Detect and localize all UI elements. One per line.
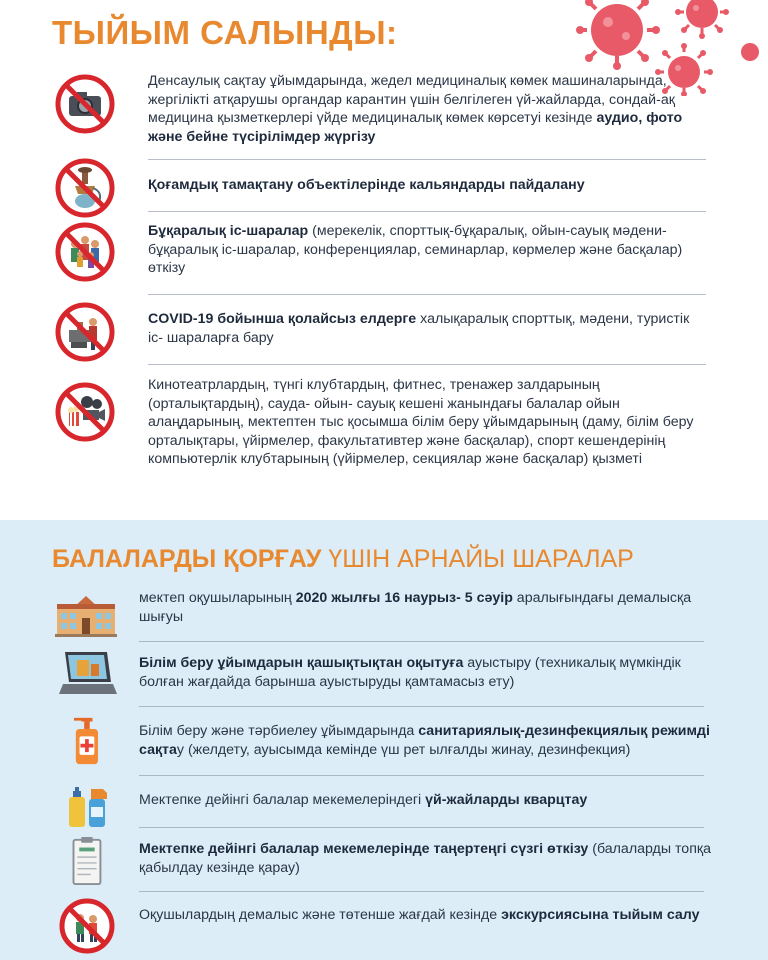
divider <box>139 827 704 828</box>
prohibited-item-text <box>148 176 708 195</box>
measure-item-text <box>139 840 729 878</box>
prohibited-item <box>55 302 705 364</box>
divider <box>139 775 704 776</box>
no-camera-icon <box>55 74 115 134</box>
measure-item <box>55 588 715 636</box>
measure-item <box>55 781 715 827</box>
emphasis-text: үй-жайларды кварцтау <box>425 792 588 808</box>
prohibited-item <box>55 158 705 212</box>
cleaning-spray-icon <box>55 781 117 831</box>
measure-item-text <box>139 722 729 760</box>
measure-item-text <box>139 589 729 627</box>
divider <box>148 294 706 295</box>
children-measures-title <box>52 545 634 574</box>
prohibited-item <box>55 222 705 292</box>
emphasis-text: Мектепке дейінгі балалар мекемелерінде таңертеңгі сүзгі өткізу <box>139 841 589 857</box>
prohibited-item-text <box>148 72 708 146</box>
divider <box>139 641 704 642</box>
no-cinema-icon <box>55 382 115 442</box>
body-text: (балаларды топқа қабылдау кезінде қарау) <box>139 841 711 876</box>
prohibited-title: ТЫЙЫМ САЛЫНДЫ: <box>52 14 398 51</box>
body-text: (мерекелік, спорттық-бұқаралық, ойын-сауық мәдени-бұқаралық іс-шаралар, конференциялар, семинарлар, көрмелер және басқалар) өткізу <box>148 223 683 277</box>
divider <box>148 211 706 212</box>
measure-item <box>55 648 715 700</box>
emphasis-text: Бұқаралық іс-шаралар <box>148 223 309 239</box>
body-text: Мектепке дейінгі балалар мекемелеріндегі <box>139 792 426 808</box>
divider <box>139 891 704 892</box>
emphasis-text: Білім беру ұйымдарын қашықтықтан оқытуға <box>139 655 464 671</box>
no-excursion-icon <box>59 898 115 954</box>
school-building-icon <box>55 588 117 638</box>
sanitizer-bottle-icon <box>55 716 117 766</box>
children-measures-title-bold: БАЛАЛАРДЫ ҚОРҒАУ <box>52 545 322 573</box>
body-text: Білім беру және тәрбиелеу ұйымдарында <box>139 723 419 739</box>
children-measures-title-rest: ҮШІН АРНАЙЫ ШАРАЛАР <box>321 545 634 573</box>
no-crowd-icon <box>55 222 115 282</box>
no-hookah-icon <box>55 158 115 218</box>
measure-item-text <box>139 906 729 925</box>
prohibited-item <box>55 70 705 150</box>
prohibited-item-text <box>148 376 708 469</box>
measure-item-text <box>139 791 729 810</box>
emphasis-text: аудио, фото және бейне түсірілімдер жүргізу <box>148 110 683 145</box>
prohibited-item-text <box>148 222 708 278</box>
emphasis-text: экскурсиясына тыйым салу <box>501 907 700 923</box>
divider <box>139 706 704 707</box>
emphasis-text: санитариялық-дезинфекциялық режимді сақта <box>139 723 710 758</box>
measure-item <box>55 836 715 888</box>
emphasis-text: COVID-19 бойынша қолайсыз елдерге <box>148 311 417 327</box>
body-text: аралығындағы демалысқа шығуы <box>139 590 692 625</box>
measure-item-text <box>139 654 729 692</box>
laptop-learning-icon <box>55 648 117 698</box>
body-text: Кинотеатрлардың, түнгі клубтардың, фитнес, тренажер залдарының (орталықтардың), сауда- ойын- сауық кешені жанындағы балалар ойын алаңдарының, мектептен тыс қосымша білім беру ұйымдарының (даму, білім беру орталықтары, үйірмелер, факультативтер және басқалар), спорт кешендерінің компьютерлік клубтарының (үйірмелер, секциялар және басқалар) қызметі <box>148 377 694 468</box>
prohibited-item-text <box>148 310 708 347</box>
no-travel-icon <box>55 302 115 362</box>
clipboard-icon <box>55 836 117 886</box>
measure-item <box>55 716 715 770</box>
body-text: Оқушылардың демалыс және төтенше жағдай кезінде <box>139 907 502 923</box>
prohibited-item <box>55 376 705 496</box>
emphasis-text: 2020 жылғы 16 наурыз- 5 сәуір <box>295 590 513 606</box>
body-text: халықаралық спорттық, мәдени, туристік іс- шараларға бару <box>148 311 690 346</box>
body-text: у (желдету, ауысымда кемінде үш рет ылғалды жинау, дезинфекция) <box>176 742 631 758</box>
body-text: Денсаулық сақтау ұйымдарында, жедел медициналық көмек машиналарында, жергілікті атқарушы органдар карантин үшін белгілеген үй-жайларда, сондай-ақ медицина қызметкерлері үйде медициналық көмек көрсетуі кезінде <box>148 73 675 127</box>
divider <box>148 364 706 365</box>
body-text: ауыстыру (техникалық мүмкіндік болған жағдайда барынша ауыстыруды қамтамасыз ету) <box>139 655 681 690</box>
emphasis-text: Қоғамдық тамақтану объектілерінде кальяндарды пайдалану <box>148 177 585 193</box>
measure-item <box>55 898 715 954</box>
body-text: мектеп оқушыларының <box>139 590 296 606</box>
